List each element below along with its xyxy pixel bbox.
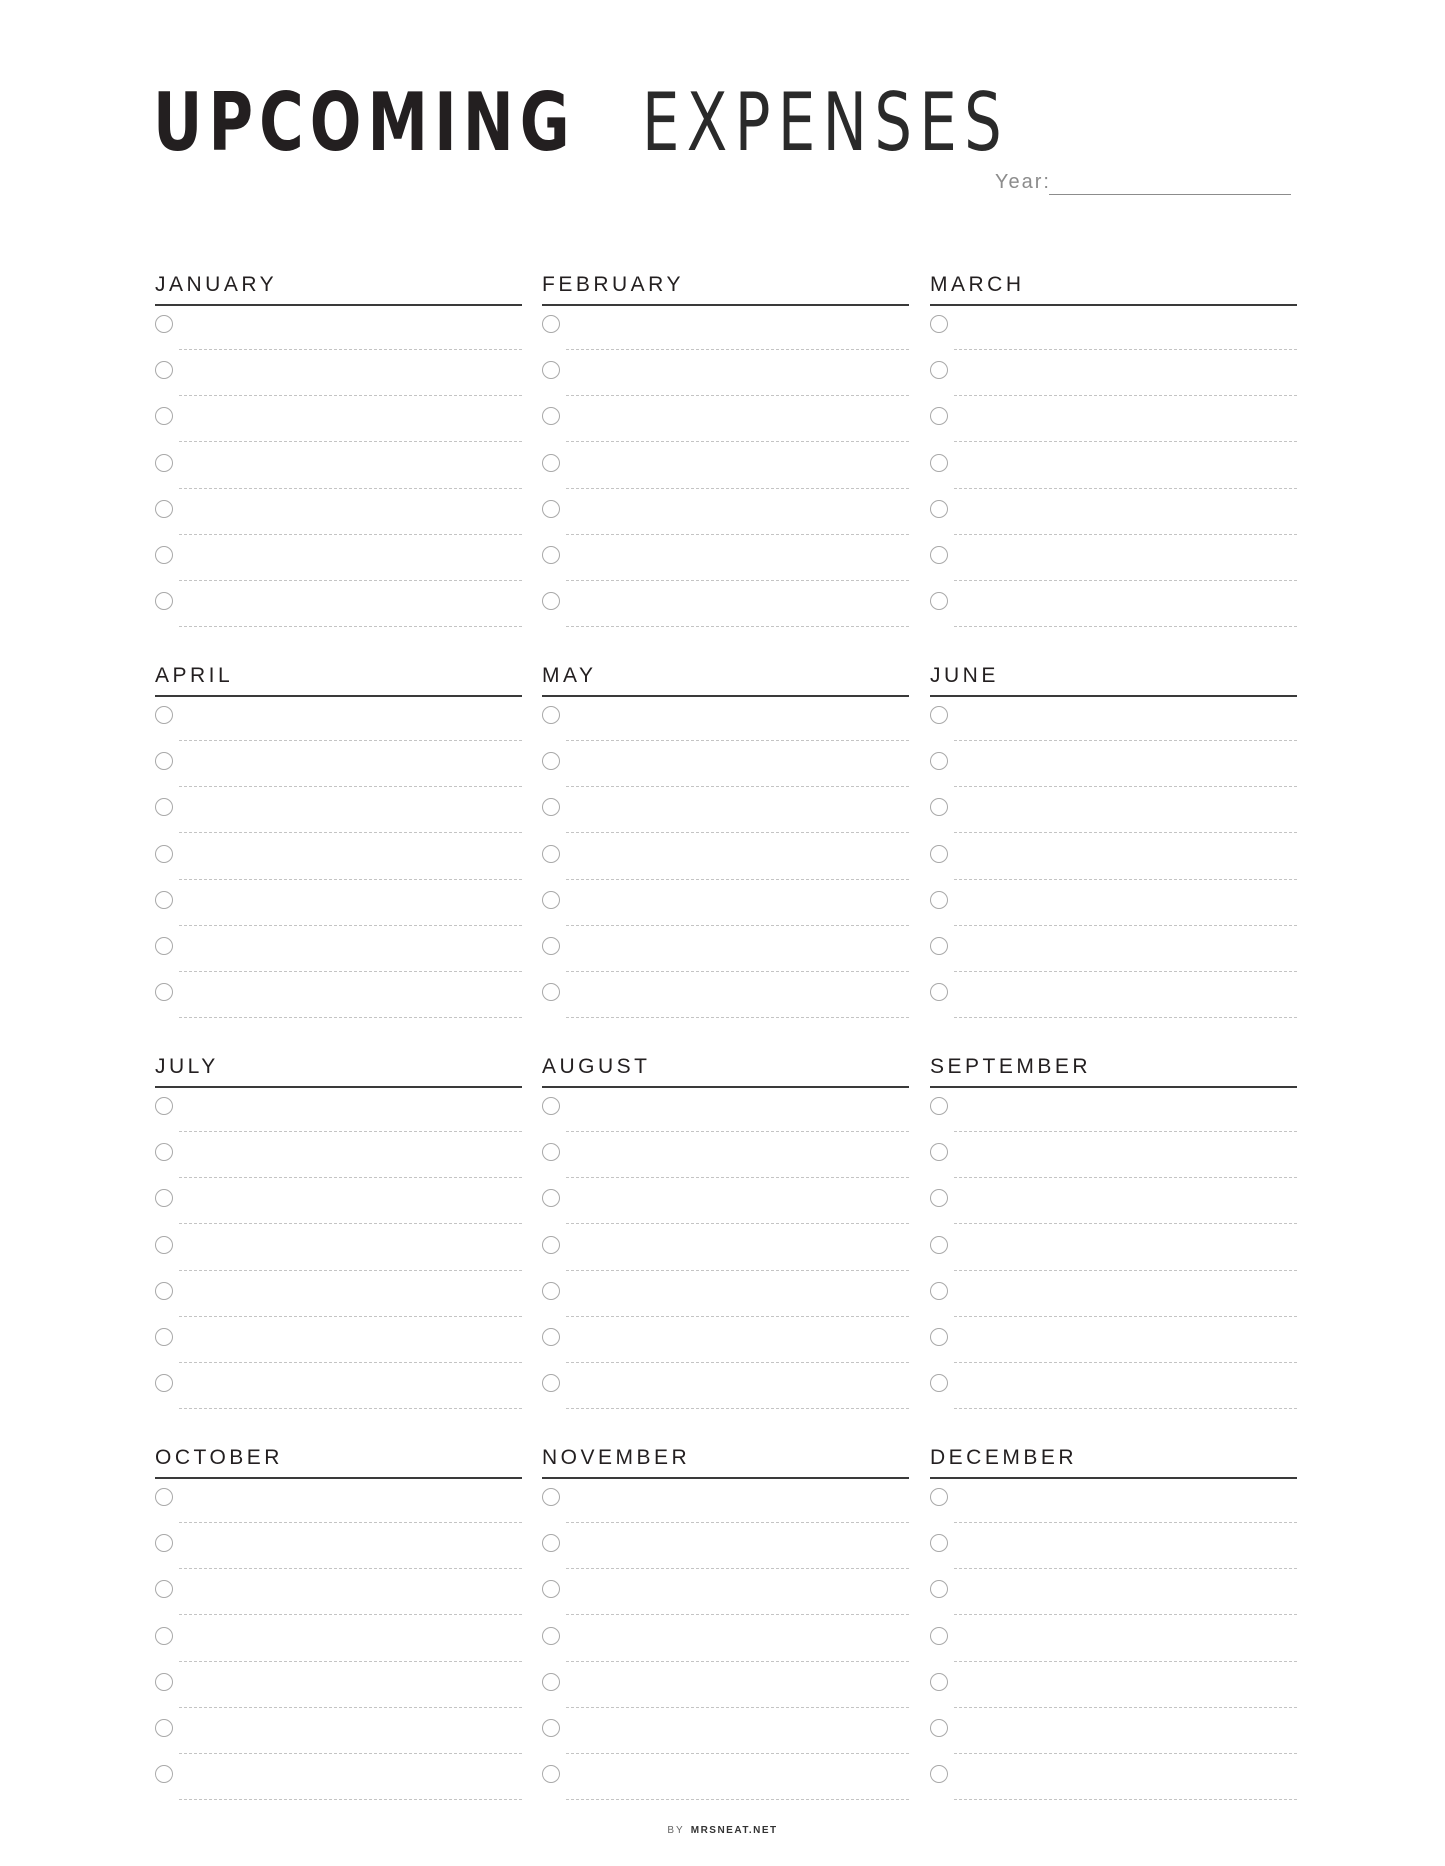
expense-entry[interactable] <box>930 1534 1297 1580</box>
year-label: Year: <box>995 171 1051 193</box>
month-divider <box>542 304 909 306</box>
entry-dashed-line <box>566 1661 909 1662</box>
month-divider <box>155 304 522 306</box>
checkbox-circle-icon[interactable] <box>542 1236 560 1254</box>
expense-entry[interactable] <box>930 1236 1297 1282</box>
entry-dashed-line <box>179 740 522 741</box>
entry-dashed-line <box>954 1522 1297 1523</box>
entry-dashed-line <box>179 1177 522 1178</box>
checkbox-circle-icon[interactable] <box>930 1719 948 1737</box>
checkbox-circle-icon[interactable] <box>155 1189 173 1207</box>
expense-entry[interactable] <box>155 1580 522 1626</box>
checkbox-circle-icon[interactable] <box>930 454 948 472</box>
entry-dashed-line <box>566 1614 909 1615</box>
entry-dashed-line <box>954 534 1297 535</box>
checkbox-circle-icon[interactable] <box>542 1719 560 1737</box>
entry-dashed-line <box>954 1177 1297 1178</box>
checkbox-circle-icon[interactable] <box>542 500 560 518</box>
expense-entry[interactable] <box>542 546 909 592</box>
entry-dashed-line <box>566 441 909 442</box>
expense-entry[interactable] <box>542 1580 909 1626</box>
year-input-line[interactable] <box>1049 194 1291 195</box>
entry-dashed-line <box>179 1131 522 1132</box>
entry-dashed-line <box>954 1568 1297 1569</box>
expense-entry[interactable] <box>155 983 522 1029</box>
checkbox-circle-icon[interactable] <box>930 1534 948 1552</box>
entry-dashed-line <box>566 395 909 396</box>
expense-entry[interactable] <box>155 1374 522 1420</box>
entry-dashed-line <box>179 971 522 972</box>
expense-entry[interactable] <box>542 891 909 937</box>
checkbox-circle-icon[interactable] <box>542 1097 560 1115</box>
checkbox-circle-icon[interactable] <box>542 1765 560 1783</box>
footer-credit <box>0 1824 1445 1838</box>
checkbox-circle-icon[interactable] <box>155 454 173 472</box>
expense-entry[interactable] <box>930 500 1297 546</box>
checkbox-circle-icon[interactable] <box>155 798 173 816</box>
checkbox-circle-icon[interactable] <box>155 891 173 909</box>
entry-dashed-line <box>179 626 522 627</box>
month-divider <box>155 1086 522 1088</box>
checkbox-circle-icon[interactable] <box>930 407 948 425</box>
entry-dashed-line <box>954 971 1297 972</box>
entry-dashed-line <box>954 879 1297 880</box>
entry-dashed-line <box>566 1316 909 1317</box>
checkbox-circle-icon[interactable] <box>542 407 560 425</box>
checkbox-circle-icon[interactable] <box>155 1328 173 1346</box>
expense-entry[interactable] <box>930 1719 1297 1765</box>
expense-entry[interactable] <box>930 845 1297 891</box>
entry-dashed-line <box>566 740 909 741</box>
month-title: JULY <box>155 1055 219 1078</box>
expense-entry[interactable] <box>930 454 1297 500</box>
checkbox-circle-icon[interactable] <box>930 706 948 724</box>
month-divider <box>542 695 909 697</box>
checkbox-circle-icon[interactable] <box>542 845 560 863</box>
checkbox-circle-icon[interactable] <box>155 1236 173 1254</box>
month-divider <box>930 695 1297 697</box>
entry-dashed-line <box>566 1131 909 1132</box>
expense-entry[interactable] <box>542 592 909 638</box>
entry-dashed-line <box>954 1316 1297 1317</box>
entry-dashed-line <box>566 1522 909 1523</box>
entry-dashed-line <box>179 1753 522 1754</box>
entry-dashed-line <box>179 1522 522 1523</box>
checkbox-circle-icon[interactable] <box>155 706 173 724</box>
entry-dashed-line <box>179 925 522 926</box>
entry-dashed-line <box>566 971 909 972</box>
expense-entry[interactable] <box>155 1719 522 1765</box>
checkbox-circle-icon[interactable] <box>542 361 560 379</box>
checkbox-circle-icon[interactable] <box>155 1282 173 1300</box>
expense-entry[interactable] <box>930 983 1297 1029</box>
month-title: JANUARY <box>155 273 278 296</box>
checkbox-circle-icon[interactable] <box>930 546 948 564</box>
month-title: APRIL <box>155 664 234 687</box>
entry-dashed-line <box>566 1408 909 1409</box>
title-bold: UPCOMING <box>153 76 576 169</box>
month-title: FEBRUARY <box>542 273 684 296</box>
checkbox-circle-icon[interactable] <box>155 546 173 564</box>
checkbox-circle-icon[interactable] <box>930 1282 948 1300</box>
expense-entry[interactable] <box>155 1488 522 1534</box>
checkbox-circle-icon[interactable] <box>542 1328 560 1346</box>
checkbox-circle-icon[interactable] <box>542 1189 560 1207</box>
checkbox-circle-icon[interactable] <box>542 798 560 816</box>
month-title: AUGUST <box>542 1055 651 1078</box>
checkbox-circle-icon[interactable] <box>542 1673 560 1691</box>
checkbox-circle-icon[interactable] <box>542 1534 560 1552</box>
entry-dashed-line <box>566 534 909 535</box>
entry-dashed-line <box>179 1707 522 1708</box>
checkbox-circle-icon[interactable] <box>155 1143 173 1161</box>
expense-entry[interactable] <box>930 1488 1297 1534</box>
expense-entry[interactable] <box>155 706 522 752</box>
expense-entry[interactable] <box>542 1143 909 1189</box>
expense-entry[interactable] <box>155 1097 522 1143</box>
entry-dashed-line <box>179 1614 522 1615</box>
checkbox-circle-icon[interactable] <box>930 1580 948 1598</box>
checkbox-circle-icon[interactable] <box>930 315 948 333</box>
checkbox-circle-icon[interactable] <box>930 937 948 955</box>
checkbox-circle-icon[interactable] <box>930 1097 948 1115</box>
checkbox-circle-icon[interactable] <box>155 937 173 955</box>
checkbox-circle-icon[interactable] <box>930 1328 948 1346</box>
month-divider <box>155 695 522 697</box>
entry-dashed-line <box>954 1661 1297 1662</box>
entry-dashed-line <box>954 1270 1297 1271</box>
expense-entry[interactable] <box>155 1627 522 1673</box>
entry-dashed-line <box>954 1362 1297 1363</box>
expense-entry[interactable] <box>155 546 522 592</box>
expense-entry[interactable] <box>155 454 522 500</box>
entry-dashed-line <box>566 1270 909 1271</box>
entry-dashed-line <box>179 1408 522 1409</box>
checkbox-circle-icon[interactable] <box>542 983 560 1001</box>
checkbox-circle-icon[interactable] <box>155 1673 173 1691</box>
checkbox-circle-icon[interactable] <box>930 500 948 518</box>
expense-entry[interactable] <box>542 407 909 453</box>
checkbox-circle-icon[interactable] <box>930 1488 948 1506</box>
checkbox-circle-icon[interactable] <box>930 752 948 770</box>
expense-entry[interactable] <box>155 361 522 407</box>
entry-dashed-line <box>954 1408 1297 1409</box>
entry-dashed-line <box>179 580 522 581</box>
checkbox-circle-icon[interactable] <box>542 454 560 472</box>
expense-entry[interactable] <box>155 407 522 453</box>
checkbox-circle-icon[interactable] <box>542 546 560 564</box>
entry-dashed-line <box>179 441 522 442</box>
month-divider <box>542 1477 909 1479</box>
entry-dashed-line <box>179 349 522 350</box>
expense-entry[interactable] <box>542 1765 909 1811</box>
expense-entry[interactable] <box>155 500 522 546</box>
month-title: JUNE <box>930 664 999 687</box>
entry-dashed-line <box>954 1131 1297 1132</box>
entry-dashed-line <box>954 925 1297 926</box>
expense-entry[interactable] <box>542 454 909 500</box>
entry-dashed-line <box>566 1799 909 1800</box>
entry-dashed-line <box>179 1316 522 1317</box>
expense-entry[interactable] <box>542 1534 909 1580</box>
month-title: MARCH <box>930 273 1025 296</box>
checkbox-circle-icon[interactable] <box>155 1488 173 1506</box>
month-divider <box>930 304 1297 306</box>
expense-entry[interactable] <box>542 1328 909 1374</box>
entry-dashed-line <box>566 786 909 787</box>
title-light: EXPENSES <box>642 76 1010 169</box>
expense-entry[interactable] <box>155 1534 522 1580</box>
checkbox-circle-icon[interactable] <box>930 1627 948 1645</box>
expense-entry[interactable] <box>155 1765 522 1811</box>
month-title: DECEMBER <box>930 1446 1078 1469</box>
entry-dashed-line <box>954 786 1297 787</box>
checkbox-circle-icon[interactable] <box>542 1143 560 1161</box>
entry-dashed-line <box>566 488 909 489</box>
expense-entry[interactable] <box>542 1236 909 1282</box>
entry-dashed-line <box>179 395 522 396</box>
expense-entry[interactable] <box>155 937 522 983</box>
entry-dashed-line <box>954 488 1297 489</box>
entry-dashed-line <box>179 1362 522 1363</box>
entry-dashed-line <box>179 1799 522 1800</box>
entry-dashed-line <box>566 1223 909 1224</box>
entry-dashed-line <box>179 1017 522 1018</box>
month-title: SEPTEMBER <box>930 1055 1092 1078</box>
checkbox-circle-icon[interactable] <box>930 361 948 379</box>
expense-entry[interactable] <box>930 706 1297 752</box>
expense-entry[interactable] <box>542 1374 909 1420</box>
entry-dashed-line <box>954 1223 1297 1224</box>
entry-dashed-line <box>954 1614 1297 1615</box>
expense-entry[interactable] <box>542 752 909 798</box>
expense-entry[interactable] <box>930 1374 1297 1420</box>
expense-entry[interactable] <box>155 315 522 361</box>
checkbox-circle-icon[interactable] <box>542 1282 560 1300</box>
entry-dashed-line <box>179 534 522 535</box>
expense-entry[interactable] <box>542 983 909 1029</box>
entry-dashed-line <box>566 925 909 926</box>
entry-dashed-line <box>954 395 1297 396</box>
checkbox-circle-icon[interactable] <box>155 1627 173 1645</box>
entry-dashed-line <box>954 1017 1297 1018</box>
entry-dashed-line <box>179 488 522 489</box>
expense-entry[interactable] <box>930 1580 1297 1626</box>
expense-entry[interactable] <box>542 1627 909 1673</box>
checkbox-circle-icon[interactable] <box>930 1143 948 1161</box>
checkbox-circle-icon[interactable] <box>930 592 948 610</box>
expense-entry[interactable] <box>930 361 1297 407</box>
expense-entry[interactable] <box>155 1143 522 1189</box>
checkbox-circle-icon[interactable] <box>155 361 173 379</box>
entry-dashed-line <box>954 626 1297 627</box>
expense-entry[interactable] <box>930 1282 1297 1328</box>
entry-dashed-line <box>566 1362 909 1363</box>
expense-entry[interactable] <box>155 798 522 844</box>
entry-dashed-line <box>566 879 909 880</box>
expense-entry[interactable] <box>930 315 1297 361</box>
checkbox-circle-icon[interactable] <box>155 983 173 1001</box>
expense-entry[interactable] <box>542 500 909 546</box>
entry-dashed-line <box>566 1017 909 1018</box>
checkbox-circle-icon[interactable] <box>542 891 560 909</box>
entry-dashed-line <box>954 349 1297 350</box>
checkbox-circle-icon[interactable] <box>542 315 560 333</box>
checkbox-circle-icon[interactable] <box>930 845 948 863</box>
expense-entry[interactable] <box>542 845 909 891</box>
entry-dashed-line <box>566 1753 909 1754</box>
expense-entry[interactable] <box>930 1673 1297 1719</box>
expense-entry[interactable] <box>930 1097 1297 1143</box>
checkbox-circle-icon[interactable] <box>155 315 173 333</box>
entry-dashed-line <box>954 1753 1297 1754</box>
checkbox-circle-icon[interactable] <box>542 706 560 724</box>
entry-dashed-line <box>179 786 522 787</box>
entry-dashed-line <box>566 1177 909 1178</box>
expense-entry[interactable] <box>155 1328 522 1374</box>
expense-entry[interactable] <box>542 1282 909 1328</box>
entry-dashed-line <box>179 1270 522 1271</box>
expense-entry[interactable] <box>930 546 1297 592</box>
expense-entry[interactable] <box>930 798 1297 844</box>
month-divider <box>930 1477 1297 1479</box>
expense-entry[interactable] <box>542 1189 909 1235</box>
expense-entry[interactable] <box>542 937 909 983</box>
expense-entry[interactable] <box>542 1097 909 1143</box>
entry-dashed-line <box>179 1568 522 1569</box>
entry-dashed-line <box>566 580 909 581</box>
expense-entry[interactable] <box>930 1143 1297 1189</box>
checkbox-circle-icon[interactable] <box>155 1534 173 1552</box>
entry-dashed-line <box>566 349 909 350</box>
expense-entry[interactable] <box>155 752 522 798</box>
expense-entry[interactable] <box>930 407 1297 453</box>
checkbox-circle-icon[interactable] <box>155 1374 173 1392</box>
checkbox-circle-icon[interactable] <box>155 500 173 518</box>
expense-entry[interactable] <box>930 1627 1297 1673</box>
expense-entry[interactable] <box>542 1719 909 1765</box>
entry-dashed-line <box>179 879 522 880</box>
footer-by: BY <box>667 1825 685 1836</box>
checkbox-circle-icon[interactable] <box>930 891 948 909</box>
checkbox-circle-icon[interactable] <box>542 1374 560 1392</box>
page-title <box>153 78 1138 168</box>
checkbox-circle-icon[interactable] <box>930 1765 948 1783</box>
checkbox-circle-icon[interactable] <box>930 798 948 816</box>
month-divider <box>542 1086 909 1088</box>
expense-entry[interactable] <box>155 845 522 891</box>
entry-dashed-line <box>179 1661 522 1662</box>
expense-entry[interactable] <box>155 1673 522 1719</box>
checkbox-circle-icon[interactable] <box>542 937 560 955</box>
entry-dashed-line <box>954 1707 1297 1708</box>
checkbox-circle-icon[interactable] <box>155 592 173 610</box>
checkbox-circle-icon[interactable] <box>542 1580 560 1598</box>
expense-entry[interactable] <box>542 1488 909 1534</box>
checkbox-circle-icon[interactable] <box>542 752 560 770</box>
checkbox-circle-icon[interactable] <box>930 1673 948 1691</box>
checkbox-circle-icon[interactable] <box>155 1097 173 1115</box>
entry-dashed-line <box>179 832 522 833</box>
entry-dashed-line <box>179 1223 522 1224</box>
checkbox-circle-icon[interactable] <box>155 752 173 770</box>
footer-site: MRSNEAT.NET <box>690 1825 778 1836</box>
expense-entry[interactable] <box>155 891 522 937</box>
entry-dashed-line <box>954 441 1297 442</box>
checkbox-circle-icon[interactable] <box>542 1627 560 1645</box>
checkbox-circle-icon[interactable] <box>542 1488 560 1506</box>
checkbox-circle-icon[interactable] <box>155 1719 173 1737</box>
checkbox-circle-icon[interactable] <box>155 407 173 425</box>
expense-entry[interactable] <box>155 592 522 638</box>
checkbox-circle-icon[interactable] <box>542 592 560 610</box>
entry-dashed-line <box>566 626 909 627</box>
expense-entry[interactable] <box>542 361 909 407</box>
entry-dashed-line <box>566 1568 909 1569</box>
entry-dashed-line <box>954 740 1297 741</box>
expense-entry[interactable] <box>542 706 909 752</box>
entry-dashed-line <box>954 580 1297 581</box>
expense-entry[interactable] <box>542 1673 909 1719</box>
month-divider <box>155 1477 522 1479</box>
expense-entry[interactable] <box>930 1189 1297 1235</box>
checkbox-circle-icon[interactable] <box>930 1189 948 1207</box>
entry-dashed-line <box>566 832 909 833</box>
expense-entry[interactable] <box>930 752 1297 798</box>
checkbox-circle-icon[interactable] <box>930 983 948 1001</box>
expense-entry[interactable] <box>542 315 909 361</box>
year-field[interactable] <box>995 170 1295 196</box>
entry-dashed-line <box>954 1799 1297 1800</box>
expense-entry[interactable] <box>155 1282 522 1328</box>
checkbox-circle-icon[interactable] <box>930 1236 948 1254</box>
month-title: MAY <box>542 664 597 687</box>
checkbox-circle-icon[interactable] <box>930 1374 948 1392</box>
month-title: OCTOBER <box>155 1446 283 1469</box>
expense-entry[interactable] <box>155 1189 522 1235</box>
expense-entry[interactable] <box>930 937 1297 983</box>
expense-entry[interactable] <box>542 798 909 844</box>
entry-dashed-line <box>954 832 1297 833</box>
month-title: NOVEMBER <box>542 1446 691 1469</box>
checkbox-circle-icon[interactable] <box>155 845 173 863</box>
entry-dashed-line <box>566 1707 909 1708</box>
expense-entry[interactable] <box>155 1236 522 1282</box>
checkbox-circle-icon[interactable] <box>155 1765 173 1783</box>
month-divider <box>930 1086 1297 1088</box>
expense-entry[interactable] <box>930 1765 1297 1811</box>
expense-entry[interactable] <box>930 891 1297 937</box>
expense-entry[interactable] <box>930 1328 1297 1374</box>
checkbox-circle-icon[interactable] <box>155 1580 173 1598</box>
expense-entry[interactable] <box>930 592 1297 638</box>
